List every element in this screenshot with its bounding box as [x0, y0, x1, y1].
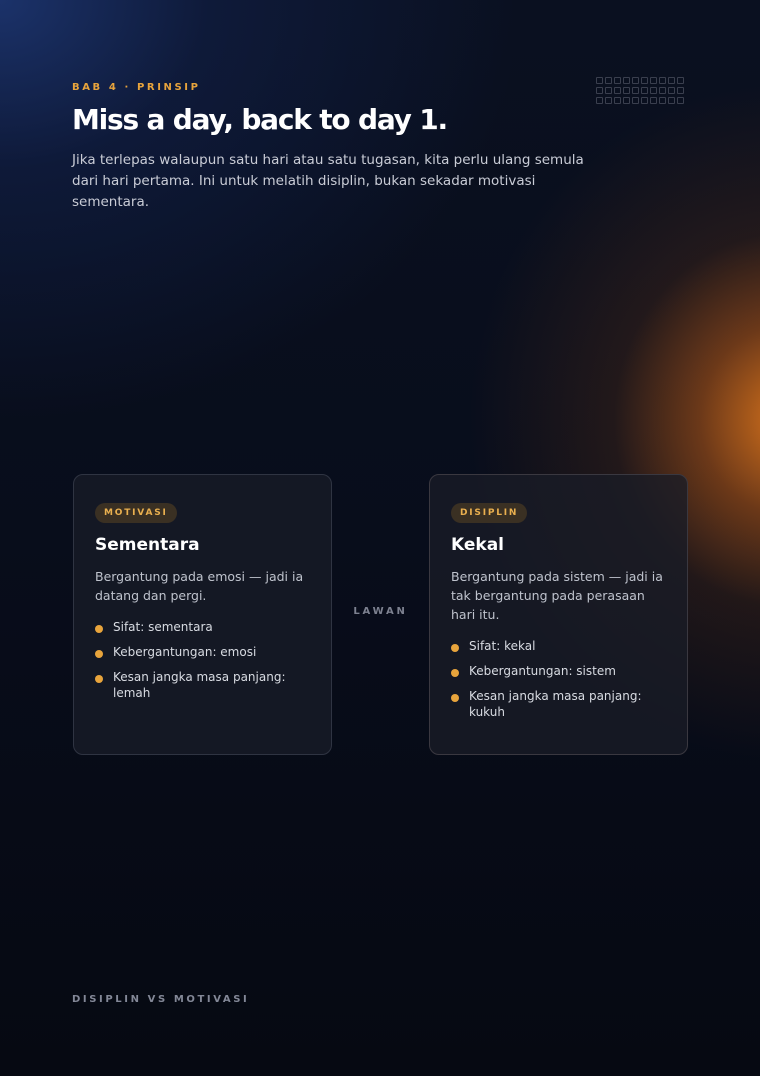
bullet-dot-icon: [451, 669, 459, 677]
list-item-text: Sifat: sementara: [113, 620, 213, 634]
card-tag-disiplin: DISIPLIN: [451, 503, 527, 523]
bullet-list-disiplin: [451, 638, 666, 720]
bullet-dot-icon: [451, 694, 459, 702]
card-title-motivasi: Sementara: [95, 535, 200, 555]
list-item-text: Sifat: kekal: [469, 639, 536, 653]
card-disiplin: [429, 474, 688, 755]
list-item: [451, 688, 666, 720]
decorative-dot-grid: [596, 77, 684, 104]
list-item-text: Kebergantungan: sistem: [469, 664, 616, 678]
card-title-disiplin: Kekal: [451, 535, 505, 555]
list-item-text: Kesan jangka masa panjang: lemah: [113, 670, 286, 700]
chapter-eyebrow: BAB 4 · PRINSIP: [72, 82, 201, 93]
list-item-text: Kesan jangka masa panjang: kukuh: [469, 689, 642, 719]
card-motivasi: [73, 474, 332, 755]
bullet-dot-icon: [95, 675, 103, 683]
bullet-dot-icon: [95, 650, 103, 658]
list-item: [451, 638, 666, 654]
versus-label: LAWAN: [353, 606, 408, 617]
list-item: [95, 619, 310, 635]
list-item: [95, 644, 310, 660]
bullet-list-motivasi: [95, 619, 310, 701]
card-tag-motivasi: MOTIVASI: [95, 503, 177, 523]
list-item-text: Kebergantungan: emosi: [113, 645, 257, 659]
footer-label: DISIPLIN VS MOTIVASI: [72, 994, 250, 1005]
lead-paragraph: Jika terlepas walaupun satu hari atau satu tugasan, kita perlu ulang semula dari hari pertama. Ini untuk melatih disiplin, bukan sekadar motivasi sementara.: [72, 152, 584, 210]
card-description-disiplin: Bergantung pada sistem — jadi ia tak bergantung pada perasaan hari itu.: [451, 569, 663, 622]
bullet-dot-icon: [451, 644, 459, 652]
card-description-motivasi: Bergantung pada emosi — jadi ia datang dan pergi.: [95, 569, 304, 603]
page-title: Miss a day, back to day 1.: [72, 103, 447, 136]
list-item: [451, 663, 666, 679]
list-item: [95, 669, 310, 701]
bullet-dot-icon: [95, 625, 103, 633]
